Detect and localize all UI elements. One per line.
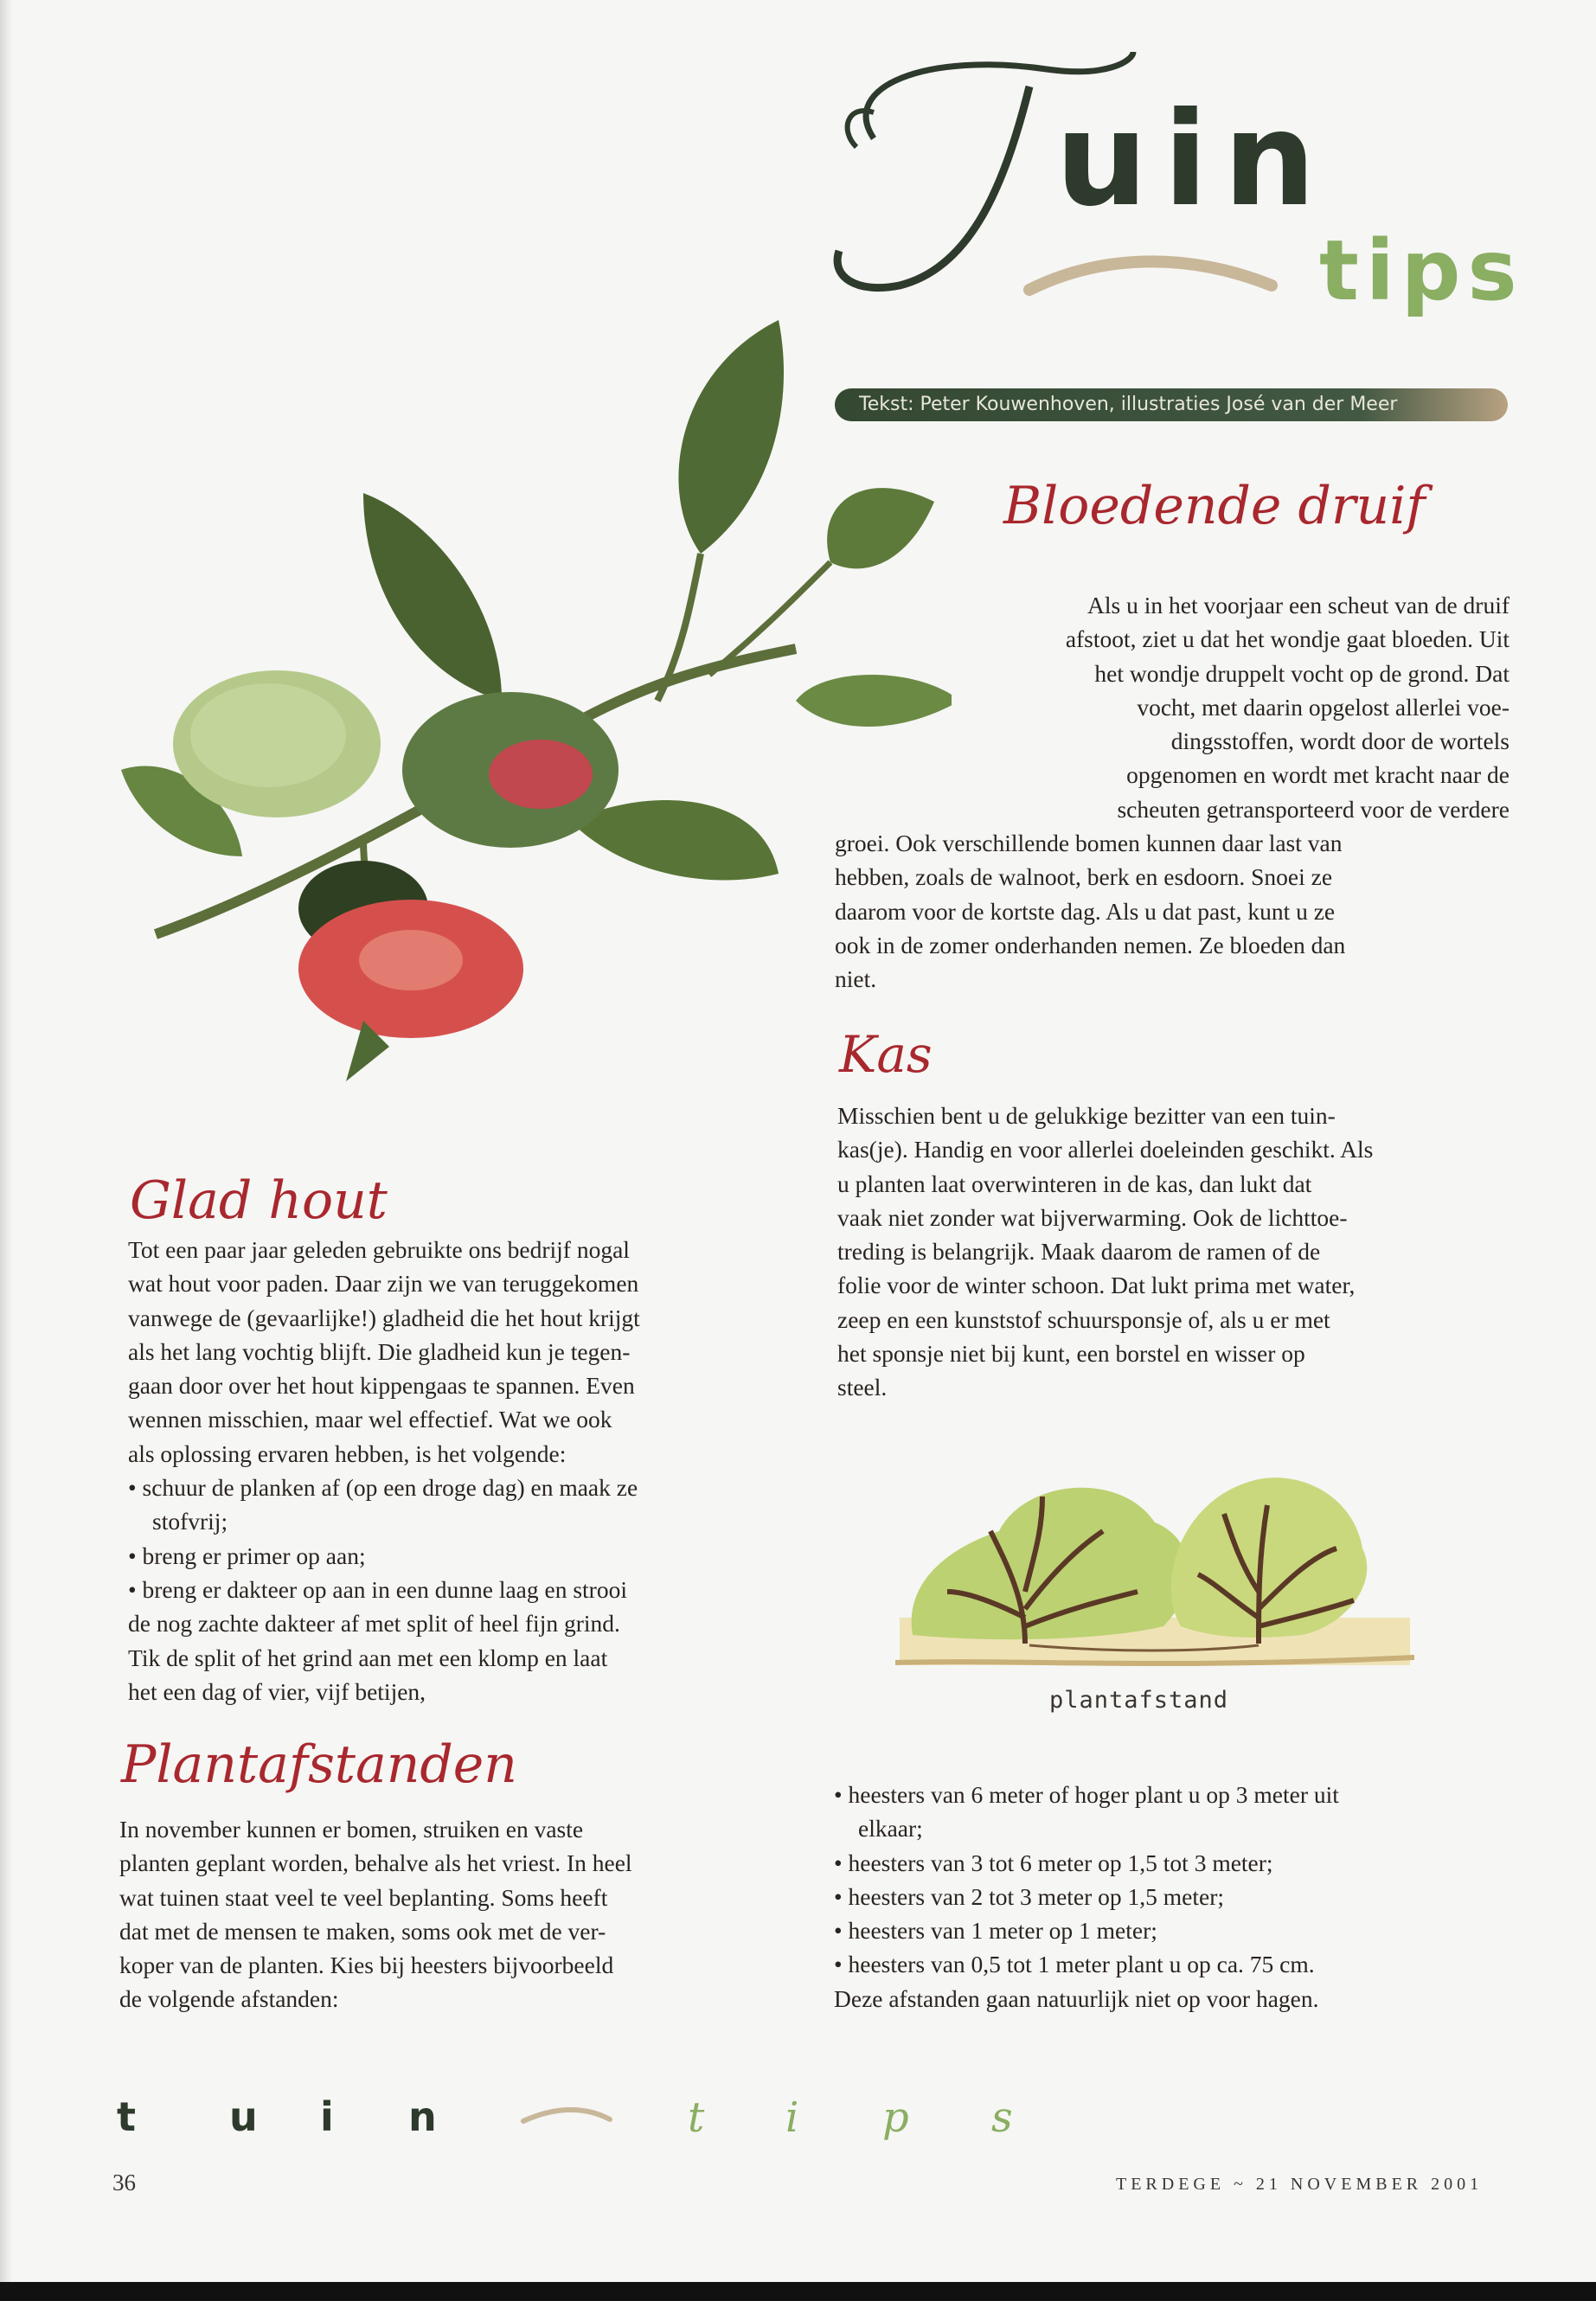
text-line: elkaar; bbox=[858, 1815, 923, 1843]
text-line: planten geplant worden, behalve als het vriest. In heel bbox=[119, 1849, 632, 1877]
text-line: dingsstoffen, wordt door de wortels bbox=[1170, 727, 1509, 755]
text-line: wat hout voor paden. Daar zijn we van teruggekomen bbox=[128, 1270, 639, 1298]
list-plantafstanden bbox=[834, 1778, 1526, 2016]
text-line: het wondje druppelt vocht op de grond. Dat bbox=[1094, 659, 1509, 687]
page-number: 36 bbox=[112, 2170, 136, 2195]
list-item: • heesters van 1 meter op 1 meter; bbox=[834, 1917, 1157, 1945]
text-line: opgenomen en wordt met kracht naar de bbox=[1126, 761, 1509, 789]
plantafstand-illustration bbox=[895, 1462, 1414, 1695]
text-line: u planten laat overwinteren in de kas, dan lukt dat bbox=[837, 1170, 1312, 1197]
heading-bloedende-druif: Bloedende druif bbox=[1003, 476, 1426, 536]
text-line: wennen misschien, maar wel effectief. Wat we ook bbox=[128, 1406, 612, 1433]
footer-letter: i bbox=[320, 2093, 334, 2140]
text-line: Als u in het voorjaar een scheut van de druif bbox=[1087, 592, 1509, 619]
masthead-tuin: uin bbox=[1055, 85, 1331, 235]
footer-letter: t bbox=[117, 2093, 136, 2140]
text-kas bbox=[837, 1099, 1512, 1405]
text-bloedende-druif bbox=[835, 588, 1509, 997]
text-line: folie voor de winter schoon. Dat lukt prima met water, bbox=[837, 1272, 1356, 1299]
text-line: In november kunnen er bomen, struiken en vaste bbox=[119, 1816, 584, 1843]
text-line: niet. bbox=[835, 965, 877, 993]
footer-letter: n bbox=[408, 2093, 437, 2140]
text-line: Misschien bent u de gelukkige bezitter van een tuin- bbox=[837, 1102, 1336, 1129]
list-item: • heesters van 6 meter of hoger plant u op 3 meter uit bbox=[834, 1781, 1339, 1808]
text-line: de nog zachte dakteer af met split of heel fijn grind. bbox=[128, 1610, 620, 1638]
footer-brush-stroke bbox=[519, 2102, 614, 2128]
text-line: scheuten getransporteerd voor de verdere bbox=[1117, 795, 1509, 823]
footer-letter: u bbox=[229, 2093, 258, 2140]
text-line: treding is belangrijk. Maak daarom de ramen of de bbox=[837, 1238, 1321, 1266]
text-line: het een dag of vier, vijf betijen, bbox=[128, 1677, 426, 1705]
heading-plantafstanden: Plantafstanden bbox=[121, 1734, 517, 1795]
list-item: • breng er dakteer op aan in een dunne laag en strooi bbox=[128, 1575, 627, 1603]
page-edge bbox=[0, 0, 12, 2301]
text-line: als oplossing ervaren hebben, is het volgende: bbox=[128, 1439, 567, 1467]
text-line: stofvrij; bbox=[152, 1508, 228, 1535]
issue-line: TERDEGE ~ 21 NOVEMBER 2001 bbox=[1116, 2175, 1484, 2194]
text-line: hebben, zoals de walnoot, berk en esdoorn. Snoei ze bbox=[835, 863, 1333, 891]
text-line: Deze afstanden gaan natuurlijk niet op voor hagen. bbox=[834, 1984, 1319, 2012]
text-line: vocht, met daarin opgelost allerlei voe- bbox=[1137, 693, 1509, 721]
footer-letter: i bbox=[785, 2093, 799, 2142]
text-line: het sponsje niet bij kunt, een borstel en wisser op bbox=[837, 1340, 1305, 1368]
heading-kas: Kas bbox=[839, 1025, 933, 1084]
text-line: steel. bbox=[837, 1374, 888, 1401]
text-line: vanwege de (gevaarlijke!) gladheid die het hout krijgt bbox=[128, 1304, 640, 1331]
text-line: gaan door over het hout kippengaas te spannen. Even bbox=[128, 1372, 635, 1400]
credit-bar: Tekst: Peter Kouwenhoven, illustraties José van der Meer bbox=[835, 388, 1508, 421]
footer-letter: p bbox=[882, 2093, 909, 2142]
text-line: de volgende afstanden: bbox=[119, 1985, 339, 2013]
list-item: • heesters van 2 tot 3 meter op 1,5 meter; bbox=[834, 1882, 1225, 1910]
walnut-branch-illustration bbox=[104, 303, 952, 1125]
text-line: Tot een paar jaar geleden gebruikte ons bedrijf nogal bbox=[128, 1236, 630, 1263]
text-line: vaak niet zonder wat bijverwarming. Ook de lichttoe- bbox=[837, 1203, 1348, 1231]
footer-letter: s bbox=[991, 2093, 1013, 2142]
illustration-caption: plantafstand bbox=[1049, 1687, 1229, 1714]
text-line: als het lang vochtig blijft. Die gladheid kun je tegen- bbox=[128, 1337, 631, 1365]
text-line: kas(je). Handig en voor allerlei doeleinden geschikt. Als bbox=[837, 1136, 1374, 1163]
heading-glad-hout: Glad hout bbox=[130, 1170, 388, 1231]
text-line: daarom voor de kortste dag. Als u dat past, kunt u ze bbox=[835, 897, 1336, 925]
masthead-tips: tips bbox=[1319, 222, 1524, 319]
list-item: • schuur de planken af (op een droge dag) en maak ze bbox=[128, 1474, 638, 1502]
list-item: • breng er primer op aan; bbox=[128, 1541, 366, 1569]
text-glad-hout bbox=[128, 1233, 803, 1708]
text-line: koper van de planten. Kies bij heesters bijvoorbeeld bbox=[119, 1952, 614, 1979]
text-plantafstanden bbox=[119, 1812, 794, 2016]
list-item: • heesters van 3 tot 6 meter op 1,5 tot 3 meter; bbox=[834, 1849, 1273, 1876]
text-line: wat tuinen staat veel te veel beplanting. Soms heeft bbox=[119, 1883, 608, 1911]
text-line: afstoot, ziet u dat het wondje gaat bloeden. Uit bbox=[1065, 625, 1509, 653]
text-line: Tik de split of het grind aan met een klomp en laat bbox=[128, 1644, 608, 1671]
list-item: • heesters van 0,5 tot 1 meter plant u op ca. 75 cm. bbox=[834, 1951, 1315, 1978]
text-line: ook in de zomer onderhanden nemen. Ze bloeden dan bbox=[835, 931, 1346, 958]
scan-edge bbox=[0, 2282, 1596, 2301]
text-line: zeep en een kunststof schuursponsje of, als u er met bbox=[837, 1305, 1330, 1333]
masthead bbox=[822, 35, 1524, 346]
text-line: groei. Ook verschillende bomen kunnen daar last van bbox=[835, 830, 1343, 857]
text-line: dat met de mensen te maken, soms ook met de ver- bbox=[119, 1917, 606, 1945]
footer-letter: t bbox=[688, 2093, 705, 2142]
